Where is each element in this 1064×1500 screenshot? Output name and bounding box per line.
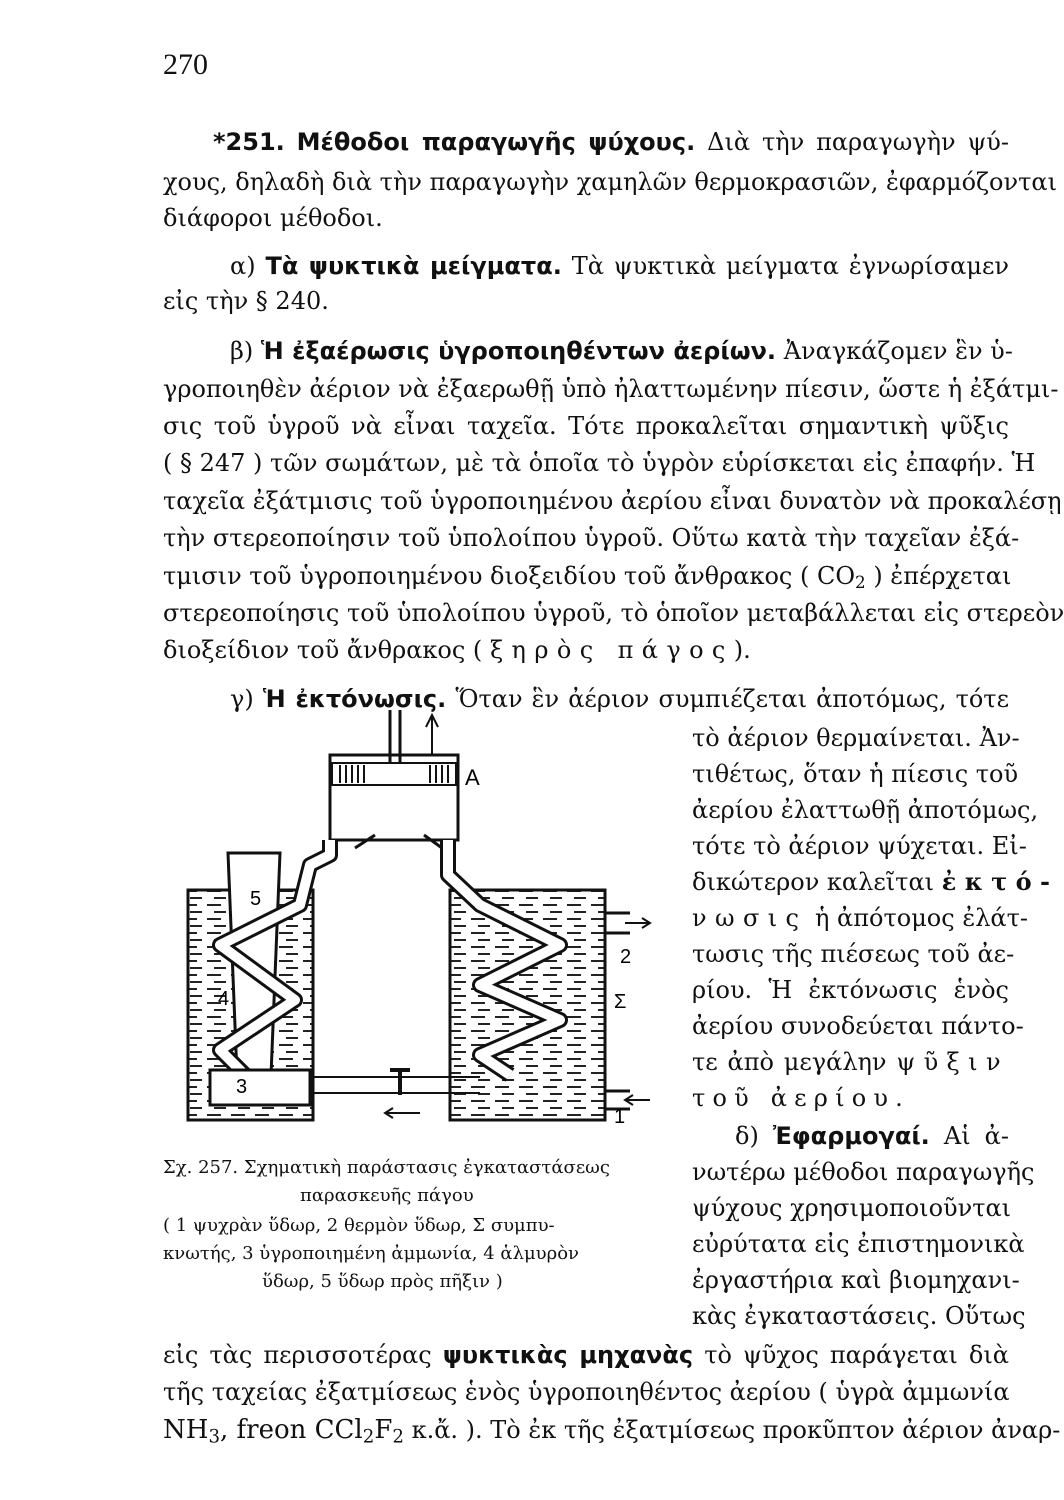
para-b-title: Ἡ ἐξαέρωσις ὑγροποιηθέντων ἀερίων. — [260, 337, 777, 365]
flow-arrow — [385, 1108, 420, 1118]
figure-caption-4: κνωτής, 3 ὑγροποιημένη ἀμμωνία, 4 ἁλμυρὸν — [163, 1243, 579, 1264]
figure-caption-1: Σχ. 257. Σχηματικὴ παράστασις ἐγκαταστάσεως — [163, 1157, 610, 1178]
section-title: Μέθοδοι παραγωγῆς ψύχους. — [296, 128, 696, 156]
figure-caption-2: παρασκευῆς πάγου — [300, 1185, 474, 1206]
para-d-line-4: εὐρύτατα εἰς ἐπιστημονικὰ — [692, 1230, 1025, 1258]
section-number: *251. — [213, 128, 285, 156]
label-1: 1 — [614, 1106, 626, 1128]
para-a-line-1: α) Τὰ ψυκτικὰ μείγματα. Τὰ ψυκτικὰ μείγματα ἐγνωρίσαμεν — [230, 252, 1009, 280]
para-d-line-7: εἰς τὰς περισσοτέρας ψυκτικὰς μηχανὰς τὸ ψῦχος παράγεται διὰ — [163, 1341, 1009, 1369]
section-251-line-3: διάφοροι μέθοδοι. — [163, 204, 383, 232]
label-A: A — [465, 765, 480, 790]
para-b-line-7: τμισιν τοῦ ὑγροποιημένου διοξειδίου τοῦ ἄνθρακος ( $CO_2$ ) ἐπέρχεται — [163, 562, 1012, 593]
para-c-line-8: τωσις τῆς πιέσεως τοῦ ἀε- — [692, 940, 1015, 968]
ice-plant-diagram — [180, 705, 660, 1145]
para-c-line-1: γ) Ἡ ἐκτόνωσις. Ὅταν ἓν ἀέριον συμπιέζεται ἀποτόμως, τότε — [230, 685, 1009, 713]
para-c-line-4: ἀερίου ἐλαττωθῇ ἀποτόμως, — [692, 796, 1039, 824]
refrigeration-machines-term: ψυκτικὰς μηχανὰς — [442, 1341, 694, 1369]
para-d-line-8: τῆς ταχείας ἐξατμίσεως ἑνὸς ὑγροποιηθέντος ἀερίου ( ὑγρὰ ἀμμωνία — [163, 1378, 1010, 1406]
para-a-line-2: εἰς τὴν § 240. — [163, 287, 329, 315]
section-251-line-1: *251. Μέθοδοι παραγωγῆς ψύχους. Διὰ τὴν παραγωγὴν ψύ- — [213, 128, 1009, 156]
para-b-line-3: σις τοῦ ὑγροῦ νὰ εἶναι ταχεῖα. Τότε προκαλεῖται σημαντικὴ ψῦξις — [163, 412, 1009, 440]
para-c-line-9: ρίου. Ἡ ἐκτόνωσις ἑνὸς — [692, 976, 1009, 1004]
para-b-line-6: τὴν στερεοποίησιν τοῦ ὑπολοίπου ὑγροῦ. Οὕτω κατὰ τὴν ταχεῖαν ἐξά- — [163, 524, 1020, 552]
para-d-line-2: νωτέρω μέθοδοι παραγωγῆς — [692, 1158, 1035, 1186]
para-d-title: Ἐφαρμογαί. — [772, 1122, 930, 1150]
para-d-line-9: $NH_3$, freon $CCl_2F_2$ κ.ἄ. ). Τὸ ἐκ τῆς ἐξατμίσεως προκῦπτον ἀέριον ἀναρ- — [163, 1415, 1061, 1448]
para-b-line-4: ( § 247 ) τῶν σωμάτων, μὲ τὰ ὁποῖα τὸ ὑγρὸν εὑρίσκεται εἰς ἐπαφήν. Ἡ — [163, 449, 1036, 477]
para-c-line-2: τὸ ἀέριον θερμαίνεται. Ἀν- — [692, 724, 1020, 752]
page-number: 270 — [163, 48, 208, 81]
para-b-line-2: γροποιηθὲν ἀέριον νὰ ἐξαερωθῇ ὑπὸ ἠλαττωμένην πίεσιν, ὥστε ἡ ἐξάτμι- — [163, 375, 1059, 403]
para-d-line-1: δ) Ἐφαρμογαί. Αἱ ἀ- — [735, 1122, 1009, 1150]
para-d-line-3: ψύχους χρησιμοποιοῦνται — [692, 1194, 1012, 1222]
hot-water-outlet-arrow — [625, 918, 650, 928]
ammonia-reservoir — [210, 1070, 310, 1105]
para-c-line-5: τότε τὸ ἀέριον ψύχεται. Εἰ- — [692, 832, 1027, 860]
para-c-line-10: ἀερίου συνοδεύεται πάντο- — [692, 1012, 1024, 1040]
figure-caption-3: ( 1 ψυχρὰν ὕδωρ, 2 θερμὸν ὕδωρ, Σ συμπυ- — [163, 1215, 555, 1236]
label-2: 2 — [620, 946, 632, 968]
label-4: 4 — [218, 988, 230, 1010]
dry-ice-term: ξηρὸς πάγος — [489, 636, 734, 664]
figure-caption-5: ὕδωρ, 5 ὕδωρ πρὸς πῆξιν ) — [262, 1271, 503, 1292]
piston-up-arrow — [426, 715, 438, 755]
cold-water-inlet-arrow — [625, 1095, 650, 1105]
expansion-term: ἐκτό- — [941, 867, 1059, 896]
label-5: 5 — [250, 888, 262, 910]
para-c-line-12: τοῦ ἀερίου. — [692, 1084, 910, 1112]
para-d-line-5: ἐργαστήρια καὶ βιομηχανι- — [692, 1266, 1020, 1294]
para-c-line-3: τιθέτως, ὅταν ἡ πίεσις τοῦ — [692, 760, 1019, 788]
para-b-line-9: διοξείδιον τοῦ ἄνθρακος ( ξηρὸς πάγος). — [163, 636, 751, 664]
para-b-line-5: ταχεῖα ἐξάτμισις τοῦ ὑγροποιημένου ἀερίου εἶναι δυνατὸν νὰ προκαλέσῃ — [163, 487, 1062, 515]
section-251-line-2: χους, δηλαδὴ διὰ τὴν παραγωγὴν χαμηλῶν θερμοκρασιῶν, ἐφαρμόζονται — [163, 168, 1057, 196]
label-3: 3 — [236, 1076, 248, 1098]
para-b-line-8: στερεοποίησις τοῦ ὑπολοίπου ὑγροῦ, τὸ ὁποῖον μεταβάλλεται εἰς στερεὸν — [163, 599, 1064, 627]
para-c-line-11: τε ἀπὸ μεγάλην ψῦξιν — [692, 1048, 1009, 1076]
para-c-line-6: δικώτερον καλεῖται ἐκτό- — [692, 867, 1059, 896]
para-d-line-6: κὰς ἐγκαταστάσεις. Οὕτως — [692, 1302, 1026, 1330]
para-a-title: Τὰ ψυκτικὰ μείγματα. — [265, 252, 562, 280]
para-b-line-1: β) Ἡ ἐξαέρωσις ὑγροποιηθέντων ἀερίων. Ἀναγκάζομεν ἓν ὑ- — [230, 337, 1013, 365]
piston — [332, 763, 456, 785]
label-sigma: Σ — [614, 991, 627, 1013]
para-c-title: Ἡ ἐκτόνωσις. — [262, 685, 447, 713]
para-c-line-7: νωσις ἡ ἀπότομος ἐλάτ- — [692, 904, 1029, 932]
